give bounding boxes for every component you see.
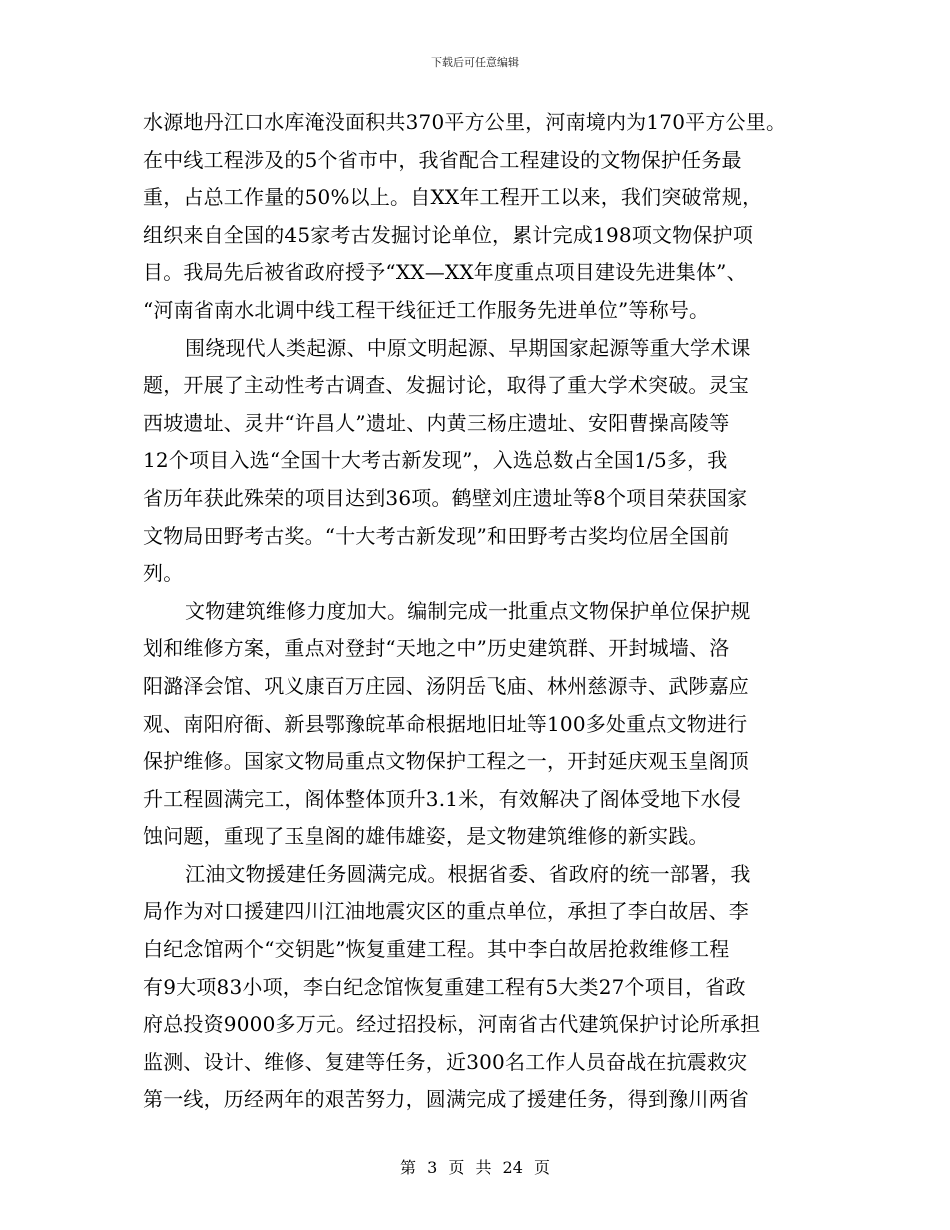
- text-line: “河南省南水北调中线工程干线征迁工作服务先进单位”等称号。: [143, 297, 710, 322]
- text-line: 府总投资9000多万元。经过招投标，河南省古代建筑保护讨论所承担: [143, 1012, 761, 1037]
- page-footer: 第 3 页 共 24 页: [400, 1158, 550, 1177]
- text-line: 局作为对口援建四川江油地震灾区的重点单位，承担了李白故居、李: [143, 899, 749, 924]
- text-line: 划和维修方案，重点对登封“天地之中”历史建筑群、开封城墙、洛: [143, 636, 730, 661]
- text-line: 文物建筑维修力度加大。编制完成一批重点文物保护单位保护规: [185, 598, 751, 623]
- text-line: 保护维修。国家文物局重点文物保护工程之一，开封延庆观玉皇阁顶: [143, 749, 749, 774]
- text-line: 西坡遗址、灵井“许昌人”遗址、内黄三杨庄遗址、安阳曹操高陵等: [143, 410, 730, 435]
- text-line: 有9大项83小项，李白纪念馆恢复重建工程有5大类27个项目，省政: [143, 974, 746, 999]
- text-line: 阳潞泽会馆、巩义康百万庄园、汤阴岳飞庙、林州慈源寺、武陟嘉应: [143, 673, 749, 698]
- text-line: 第一线，历经两年的艰苦努力，圆满完成了援建任务，得到豫川两省: [143, 1087, 749, 1112]
- text-line: 12个项目入选“全国十大考古新发现”，入选总数占全国1/5多，我: [143, 448, 728, 473]
- text-line: 白纪念馆两个“交钥匙”恢复重建工程。其中李白故居抢救维修工程: [143, 937, 730, 962]
- text-line: 围绕现代人类起源、中原文明起源、早期国家起源等重大学术课: [185, 335, 751, 360]
- text-line: 题，开展了主动性考古调查、发掘讨论，取得了重大学术突破。灵宝: [143, 373, 749, 398]
- text-line: 监测、设计、维修、复建等任务，近300名工作人员奋战在抗震救灾: [143, 1049, 748, 1074]
- text-line: 组织来自全国的45家考古发掘讨论单位，累计完成198项文物保护项: [143, 222, 754, 247]
- text-line: 在中线工程涉及的5个省市中，我省配合工程建设的文物保护任务最: [143, 147, 742, 172]
- text-line: 蚀问题，重现了玉皇阁的雄伟雄姿，是文物建筑维修的新实践。: [143, 824, 709, 849]
- document-body: [143, 104, 823, 1119]
- text-line: 省历年获此殊荣的项目达到36项。鹤壁刘庄遗址等8个项目荣获国家: [143, 485, 748, 510]
- text-line: 观、南阳府衙、新县鄂豫皖革命根据地旧址等100多处重点文物进行: [143, 711, 748, 736]
- text-line: 升工程圆满完工，阁体整体顶升3.1米，有效解决了阁体受地下水侵: [143, 786, 742, 811]
- text-line: 重，占总工作量的50%以上。自XX年工程开工以来，我们突破常规，: [143, 185, 763, 210]
- page-header: 下载后可任意编辑: [431, 56, 519, 69]
- text-line: 目。我局先后被省政府授予“XX—XX年度重点项目建设先进集体”、: [143, 260, 747, 285]
- text-line: 文物局田野考古奖。“十大考古新发现”和田野考古奖均位居全国前: [143, 523, 730, 548]
- text-line: 列。: [143, 561, 184, 586]
- text-line: 水源地丹江口水库淹没面积共370平方公里，河南境内为170平方公里。: [143, 110, 787, 134]
- text-line: 江油文物援建任务圆满完成。根据省委、省政府的统一部署，我: [185, 861, 751, 886]
